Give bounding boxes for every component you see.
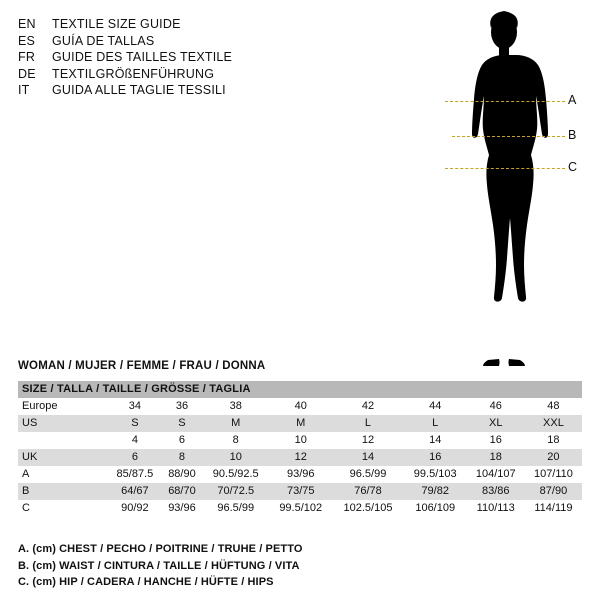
row-label: UK [18,449,108,466]
cell: 87/90 [525,483,582,500]
row-label: C [18,500,108,517]
cell: 38 [202,398,269,415]
cell: 18 [467,449,525,466]
cell: 6 [108,449,162,466]
language-title: GUIDA ALLE TAGLIE TESSILI [52,83,226,97]
cell: 99.5/102 [269,500,332,517]
cell: 85/87.5 [108,466,162,483]
table-row [18,483,582,500]
cell: 4 [108,432,162,449]
cell: S [108,415,162,432]
cell: XL [467,415,525,432]
cell: 20 [525,449,582,466]
cell: 10 [202,449,269,466]
cell: 68/70 [162,483,202,500]
cell: 90.5/92.5 [202,466,269,483]
cell: 114/119 [525,500,582,517]
cell: 107/110 [525,466,582,483]
language-code: EN [18,17,36,31]
measure-line-chest [445,101,565,102]
cell: 96.5/99 [332,466,404,483]
measure-label-c: C [568,160,578,174]
row-label: Europe [18,398,108,415]
body-figure-area [420,8,590,368]
row-label: US [18,415,108,432]
cell: 8 [162,449,202,466]
language-row [18,66,318,83]
cell: 6 [162,432,202,449]
cell: 16 [467,432,525,449]
language-row [18,33,318,50]
language-title: TEXTILGRÖßENFÜHRUNG [52,66,215,81]
size-table-wrap [18,381,582,517]
measure-line-hip [445,168,565,169]
language-code: ES [18,33,36,48]
cell: S [162,415,202,432]
female-body-silhouette-icon [440,8,570,368]
table-row [18,449,582,466]
cell: 76/78 [332,483,404,500]
row-label: B [18,483,108,500]
cell: 99.5/103 [404,466,467,483]
language-title: TEXTILE SIZE GUIDE [52,17,181,31]
language-row [18,16,318,33]
cell: XXL [525,415,582,432]
note-line-a: A. (cm) CHEST / PECHO / POITRINE / TRUHE / PETTO [18,543,303,555]
cell: 16 [404,449,467,466]
cell: 42 [332,398,404,415]
cell: 93/96 [162,500,202,517]
cell: 40 [269,398,332,415]
cell: 12 [332,432,404,449]
row-label: A [18,466,108,483]
cell: 73/75 [269,483,332,500]
section-heading-woman: WOMAN / MUJER / FEMME / FRAU / DONNA [18,360,266,372]
cell: 64/67 [108,483,162,500]
measure-label-a: A [568,93,577,107]
cell: 90/92 [108,500,162,517]
language-code: FR [18,50,36,64]
cell: 70/72.5 [202,483,269,500]
cell: 104/107 [467,466,525,483]
cell: 93/96 [269,466,332,483]
cell: 18 [525,432,582,449]
language-code: IT [18,83,30,97]
cell: 110/113 [467,500,525,517]
cell: 102.5/105 [332,500,404,517]
cell: M [202,415,269,432]
measure-label-b: B [568,128,577,142]
cell: 14 [332,449,404,466]
language-title: GUIDE DES TAILLES TEXTILE [52,50,233,64]
language-row [18,49,318,66]
table-row [18,398,582,415]
cell: 10 [269,432,332,449]
cell: M [269,415,332,432]
table-row [18,432,582,449]
cell: 106/109 [404,500,467,517]
language-title: GUÍA DE TALLAS [52,33,155,48]
cell: 12 [269,449,332,466]
cell: L [404,415,467,432]
table-header-label: SIZE / TALLA / TAILLE / GRÖSSE / TAGLIA [18,381,582,398]
cell: 36 [162,398,202,415]
measure-line-waist [452,136,565,137]
note-line-c: C. (cm) HIP / CADERA / HANCHE / HÜFTE / HIPS [18,576,274,588]
cell: 83/86 [467,483,525,500]
cell: 14 [404,432,467,449]
measurement-notes [18,541,578,591]
cell: 88/90 [162,466,202,483]
language-title-block [18,16,318,99]
cell: 48 [525,398,582,415]
cell: 8 [202,432,269,449]
cell: 34 [108,398,162,415]
cell: L [332,415,404,432]
cell: 96.5/99 [202,500,269,517]
cell: 44 [404,398,467,415]
cell: 79/82 [404,483,467,500]
size-table [18,381,582,517]
cell: 46 [467,398,525,415]
language-code: DE [18,66,36,81]
note-line-b: B. (cm) WAIST / CINTURA / TAILLE / HÜFTUNG / VITA [18,559,300,572]
language-row [18,82,318,99]
table-row [18,466,582,483]
row-label [18,432,108,449]
table-header-row [18,381,582,398]
table-row [18,500,582,517]
table-row [18,415,582,432]
